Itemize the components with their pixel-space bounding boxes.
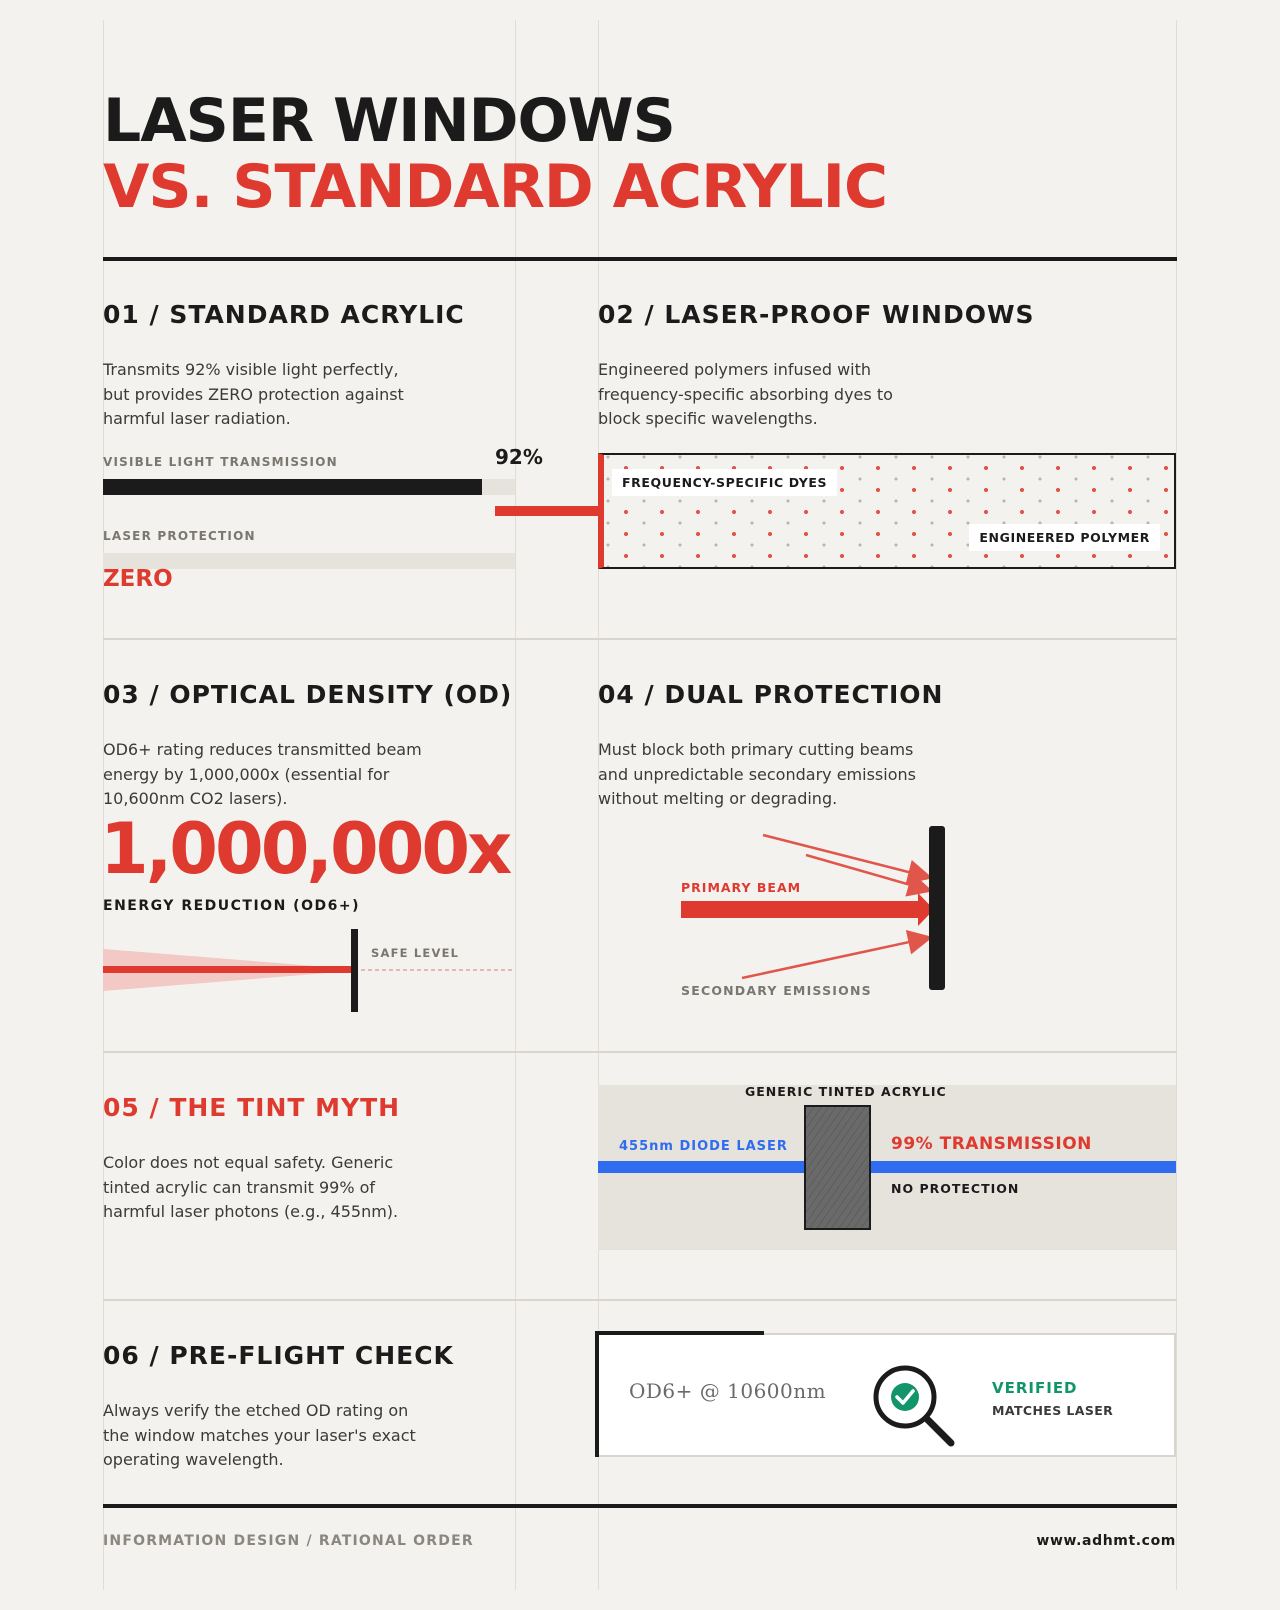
footer-website[interactable]: www.adhmt.com [1036, 1533, 1176, 1549]
magnifier-check-icon [871, 1363, 961, 1453]
grid-line [515, 20, 516, 1590]
attenuated-beam [103, 966, 355, 973]
section-divider [103, 1051, 1177, 1053]
od-attenuation-diagram [103, 925, 515, 1015]
secondary-emission-ray [763, 835, 928, 877]
title-divider [103, 257, 1177, 261]
energy-reduction-caption: ENERGY REDUCTION (OD6+) [103, 898, 360, 914]
transmission-label: 99% TRANSMISSION [891, 1134, 1092, 1154]
polymer-tag: ENGINEERED POLYMER [969, 524, 1160, 551]
card-accent-left [595, 1331, 599, 1457]
visible-light-bar [103, 479, 482, 495]
visible-light-track [103, 479, 515, 495]
grid-line [1176, 20, 1177, 1590]
matches-laser-label: MATCHES LASER [992, 1403, 1114, 1418]
energy-reduction-number: 1,000,000x [100, 808, 510, 890]
diode-laser-label: 455nm DIODE LASER [619, 1139, 788, 1154]
no-protection-label: NO PROTECTION [891, 1181, 1020, 1196]
section-05-heading: 05 / THE TINT MYTH [103, 1093, 401, 1122]
section-divider [103, 638, 1177, 640]
tinted-acrylic-block [804, 1105, 871, 1230]
protective-window [929, 826, 945, 990]
verification-card [597, 1333, 1176, 1457]
section-02-body: Engineered polymers infused with frequency-specific absorbing dyes to block specific wavelengths. [598, 360, 893, 428]
footer-tagline: INFORMATION DESIGN / RATIONAL ORDER [103, 1533, 474, 1549]
secondary-emissions-label: SECONDARY EMISSIONS [681, 983, 872, 998]
visible-light-value: 92% [495, 445, 543, 469]
footer-divider [103, 1504, 1177, 1508]
page-title: LASER WINDOWS [103, 86, 675, 156]
tinted-acrylic-label: GENERIC TINTED ACRYLIC [745, 1084, 947, 1099]
primary-beam-label: PRIMARY BEAM [681, 880, 802, 895]
diode-laser-beam [598, 1161, 1176, 1173]
dyes-tag: FREQUENCY-SPECIFIC DYES [612, 469, 837, 496]
visible-light-label: VISIBLE LIGHT TRANSMISSION [103, 455, 338, 469]
laser-protection-value: ZERO [103, 566, 173, 592]
polymer-dye-diagram [598, 453, 1176, 569]
section-01-heading: 01 / STANDARD ACRYLIC [103, 300, 465, 329]
section-divider [103, 1299, 1177, 1301]
section-04-heading: 04 / DUAL PROTECTION [598, 680, 944, 709]
section-03-heading: 03 / OPTICAL DENSITY (OD) [103, 680, 513, 709]
safe-level-label: SAFE LEVEL [371, 946, 460, 960]
section-02-heading: 02 / LASER-PROOF WINDOWS [598, 300, 1035, 329]
secondary-emission-ray [742, 938, 928, 978]
section-04-body: Must block both primary cutting beams and unpredictable secondary emissions without melting or degrading. [598, 740, 916, 808]
card-accent-top [597, 1331, 764, 1335]
page-subtitle: VS. STANDARD ACRYLIC [103, 152, 888, 222]
section-06-body: Always verify the etched OD rating on the window matches your laser's exact operating wavelength. [103, 1401, 416, 1469]
dual-protection-diagram [598, 820, 1176, 1010]
od-filter [351, 929, 358, 1012]
laser-beam-connector [495, 506, 598, 516]
verified-label: VERIFIED [992, 1379, 1078, 1397]
etched-od-rating: OD6+ @ 10600nm [629, 1379, 827, 1403]
section-01-body: Transmits 92% visible light perfectly, but provides ZERO protection against harmful laser radiation. [103, 360, 404, 428]
section-05-body: Color does not equal safety. Generic tinted acrylic can transmit 99% of harmful laser photons (e.g., 455nm). [103, 1153, 399, 1221]
primary-beam [681, 901, 921, 918]
laser-protection-label: LASER PROTECTION [103, 529, 256, 543]
section-06-heading: 06 / PRE-FLIGHT CHECK [103, 1341, 454, 1370]
section-03-body: OD6+ rating reduces transmitted beam energy by 1,000,000x (essential for 10,600nm CO2 lasers). [103, 740, 422, 808]
